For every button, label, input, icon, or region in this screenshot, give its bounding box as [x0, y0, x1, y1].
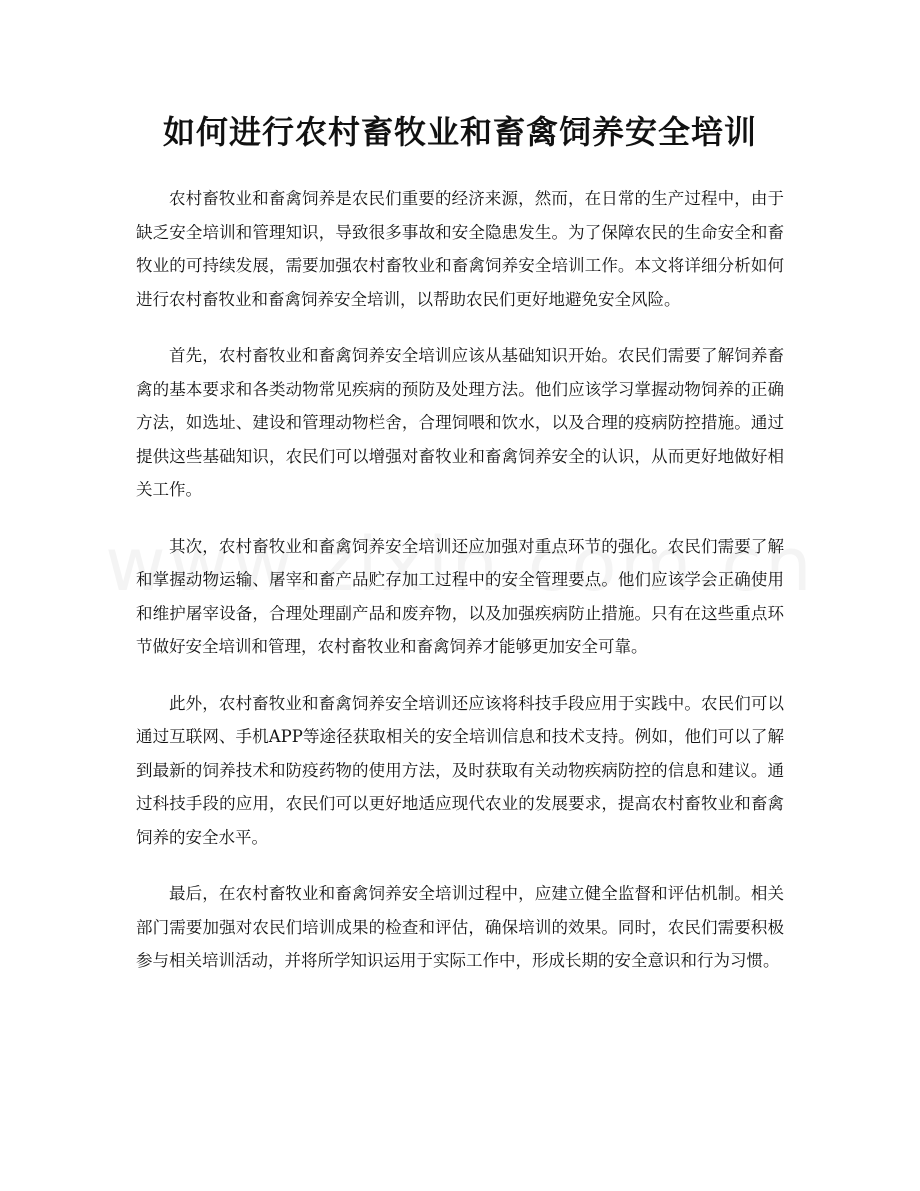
- paragraph-first: 首先，农村畜牧业和畜禽饲养安全培训应该从基础知识开始。农民们需要了解饲养畜禽的基本要求和各类动物常见疾病的预防及处理方法。他们应该学习掌握动物饲养的正确方法，如选址、建设和管理动物栏舍，合理饲喂和饮水，以及合理的疫病防控措施。通过提供这些基础知识，农民们可以增强对畜牧业和畜禽饲养安全的认识，从而更好地做好相关工作。: [136, 346, 784, 499]
- page-title: 如何进行农村畜牧业和畜禽饲养安全培训: [162, 113, 757, 151]
- paragraph-last: 最后，在农村畜牧业和畜禽饲养安全培训过程中，应建立健全监督和评估机制。相关部门需要加强对农民们培训成果的检查和评估，确保培训的效果。同时，农民们需要积极参与相关培训活动，并将所学知识运用于实际工作中，形成长期的安全意识和行为习惯。: [136, 884, 784, 970]
- paragraph-intro: 农村畜牧业和畜禽饲养是农民们重要的经济来源，然而，在日常的生产过程中，由于缺乏安全培训和管理知识，导致很多事故和安全隐患发生。为了保障农民的生命安全和畜牧业的可持续发展，需要加强农村畜牧业和畜禽饲养安全培训工作。本文将详细分析如何进行农村畜牧业和畜禽饲养安全培训，以帮助农民们更好地避免安全风险。: [136, 189, 784, 309]
- paragraph-third: 此外，农村畜牧业和畜禽饲养安全培训还应该将科技手段应用于实践中。农民们可以通过互联网、手机APP等途径获取相关的安全培训信息和技术支持。例如，他们可以了解到最新的饲养技术和防疫药物的使用方法，及时获取有关动物疾病防控的信息和建议。通过科技手段的应用，农民们可以更好地适应现代农业的发展要求，提高农村畜牧业和畜禽饲养的安全水平。: [136, 693, 784, 847]
- paragraph-second: 其次，农村畜牧业和畜禽饲养安全培训还应加强对重点环节的强化。农民们需要了解和掌握动物运输、屠宰和畜产品贮存加工过程中的安全管理要点。他们应该学会正确使用和维护屠宰设备，合理处理副产品和废弃物，以及加强疾病防止措施。只有在这些重点环节做好安全培训和管理，农村畜牧业和畜禽饲养才能够更加安全可靠。: [136, 536, 784, 656]
- article-body: [136, 182, 784, 1001]
